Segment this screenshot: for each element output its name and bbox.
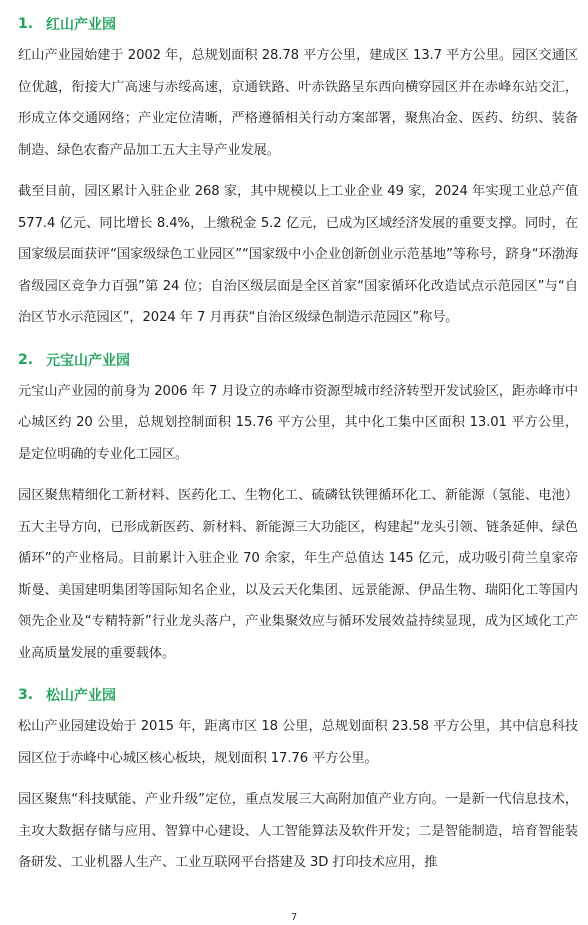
section-yuanbaoshan <box>18 344 578 670</box>
section-title-text: 红山产业园 <box>46 17 116 33</box>
paragraph: 截至目前，园区累计入驻企业 268 家，其中规模以上工业企业 49 家，2024 年实现工业总产值 577.4 亿元、同比增长 8.4%，上缴税金 5.2 亿元，已成为区域经济发展的重要支撑。同时，在国家级层面获评“国家级绿色工业园区”“国家级中小企业创新创业示范基地”等称号，跻身“环渤海省级园区竞争力百强”第 24 位；自治区级层面是全区首家“国家循环化改造试点示范园区”与“自治区节水示范园区”，2024 年 7 月再获“自治区级绿色制造示范园区”称号。 <box>18 184 578 325</box>
section-heading <box>18 344 578 376</box>
section-songshan <box>18 679 578 879</box>
section-heading <box>18 8 578 40</box>
section-number: 3. <box>18 687 34 703</box>
section-heading <box>18 679 578 711</box>
paragraph: 园区聚焦精细化工新材料、医药化工、生物化工、硫磷钛铁锂循环化工、新能源（氢能、电池）五大主导方向，已形成新医药、新材料、新能源三大功能区，构建起“龙头引领、链条延伸、绿色循环”的产业格局。目前累计入驻企业 70 余家，年生产总值达 145 亿元，成功吸引荷兰皇家帝斯曼、美国建明集团等国际知名企业，以及云天化集团、远景能源、伊品生物、瑞阳化工等国内领先企业及“专精特新”行业龙头落户，产业集聚效应与循环发展效益持续显现，成为区域化工产业高质量发展的重要载体。 <box>18 488 578 661</box>
section-number: 1. <box>18 16 34 32</box>
paragraph: 园区聚焦“科技赋能、产业升级”定位，重点发展三大高附加值产业方向。一是新一代信息技术，主攻大数据存储与应用、智算中心建设、人工智能算法及软件开发；二是智能制造，培育智能装备研发、工业机器人生产、工业互联网平台搭建及 3D 打印技术应用，推 <box>18 792 578 870</box>
section-number: 2. <box>18 351 34 368</box>
document-page <box>18 8 578 889</box>
section-title-text: 元宝山产业园 <box>46 352 130 369</box>
page-number: 7 <box>290 912 298 923</box>
section-title-text: 松山产业园 <box>46 688 116 704</box>
paragraph: 红山产业园始建于 2002 年，总规划面积 28.78 平方公里，建成区 13.7 平方公里。园区交通区位优越，衔接大广高速与赤绥高速，京通铁路、叶赤铁路呈东西向横穿园区并在赤峰东站交汇，形成立体交通网络；产业定位清晰，严格遵循相关行动方案部署，聚焦冶金、医药、纺织、装备制造、绿色农畜产品加工五大主导产业发展。 <box>18 48 578 158</box>
paragraph: 元宝山产业园的前身为 2006 年 7 月设立的赤峰市资源型城市经济转型开发试验区，距赤峰市中心城区约 20 公里，总规划控制面积 15.76 平方公里，其中化工集中区面积 13.01 平方公里，是定位明确的专业化工园区。 <box>18 383 578 462</box>
section-hongshan <box>18 8 578 334</box>
paragraph: 松山产业园建设始于 2015 年，距离市区 18 公里，总规划面积 23.58 平方公里，其中信息科技园区位于赤峰中心城区核心板块，规划面积 17.76 平方公里。 <box>18 719 578 766</box>
